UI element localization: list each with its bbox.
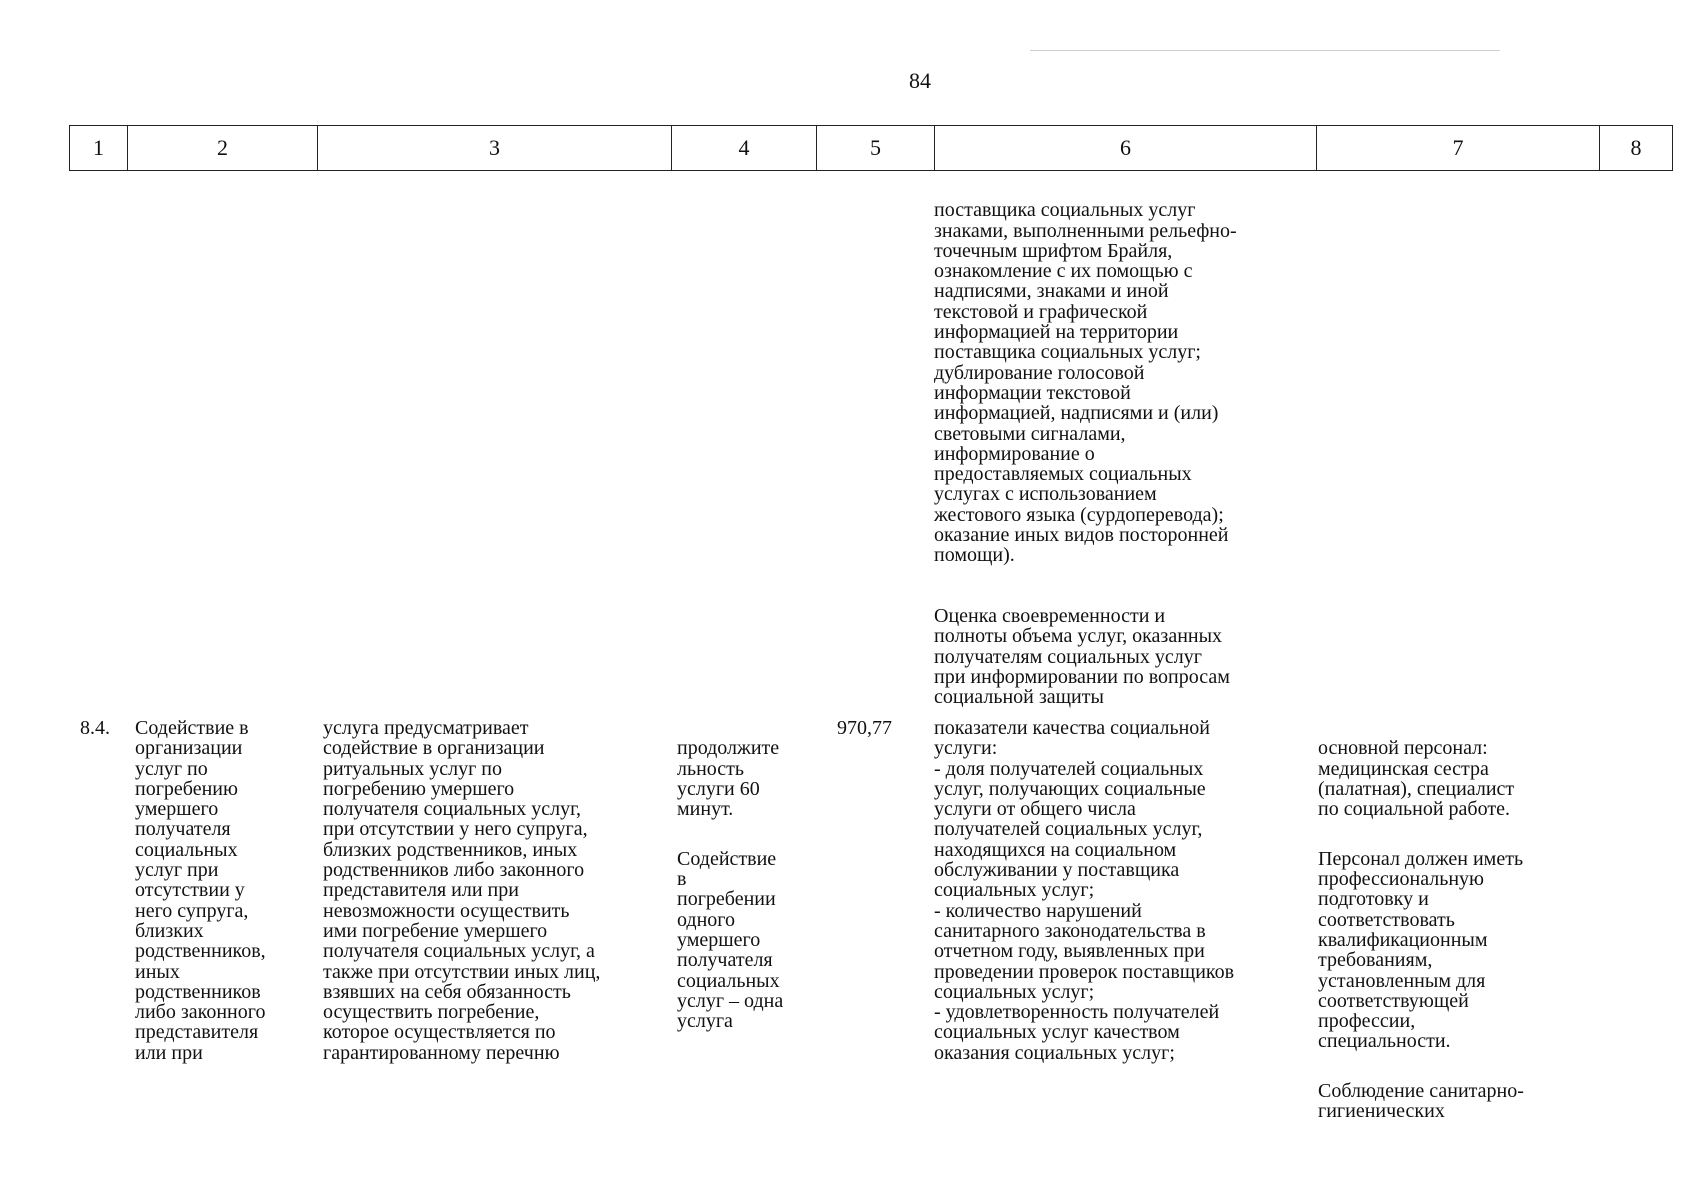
norm-paragraph: продолжите льность услуги 60 минут.	[677, 737, 780, 821]
table-header-row	[69, 125, 1673, 171]
service-description: услуга предусматривает содействие в организации ритуальных услуг по погребению умершего получателя социальных услуг, при отсутствии у него супруга, близких родственников, иных родственников либо законного представителя или при невозможности осуществить ими погребение умершего получателя социальных услуг, а также при отсутствии иных лиц, взявших на себя обязанность осуществить погребение, которое осуществляется по гарантированному перечню	[323, 717, 601, 1064]
page-number: 84	[909, 68, 931, 93]
header-col-5: 5	[817, 126, 935, 171]
continuation-paragraph: Оценка своевременности и полноты объема услуг, оказанных получателям социальных услуг при информировании по вопросам социальной защиты	[934, 604, 1230, 709]
service-conditions	[1318, 718, 1588, 1142]
scan-artifact-line	[1030, 50, 1500, 51]
continuation-col6	[934, 180, 1314, 728]
conditions-paragraph: основной персонал: медицинская сестра (палатная), специалист по социальной работе.	[1318, 737, 1515, 821]
quality-indicators: показатели качества социальной услуги: - доля получателей социальных услуг, получающих социальные услуги от общего числа получателей социальных услуг, находящихся на социальном обслуживании у поставщика социальных услуг; - количество нарушений санитарного законодательства в отчетном году, выявленных при проведении проверок поставщиков социальных услуг; - удовлетворенность получателей социальных услуг качеством оказания социальных услуг;	[934, 717, 1235, 1064]
service-norm	[677, 718, 817, 1052]
conditions-paragraph: Персонал должен иметь профессиональную подготовку и соответствовать квалификационным требованиям, установленным для соответствующей профессии, специальности.	[1318, 847, 1524, 1053]
header-col-1: 1	[70, 126, 128, 171]
service-name: Содействие в организации услуг по погребению умершего получателя социальных услуг при отсутствии у него супруга, близких родственников, иных родственников либо законного представителя или при	[135, 717, 266, 1064]
row-number: 8.4.	[80, 717, 110, 739]
header-col-2: 2	[128, 126, 318, 171]
header-col-3: 3	[318, 126, 672, 171]
continuation-paragraph: поставщика социальных услуг знаками, выполненными рельефно- точечным шрифтом Брайля, ознакомление с их помощью с надписями, знаками и иной текстовой и графической информацией на территории поставщика социальных услуг; дублирование голосовой информации текстовой информацией, надписями и (или) световыми сигналами, информирование о предоставляемых социальных услугах с использованием жестового языка (сурдоперевода); оказание иных видов посторонней помощи).	[934, 199, 1237, 567]
header-col-7: 7	[1317, 126, 1600, 171]
header-col-6: 6	[935, 126, 1317, 171]
header-col-8: 8	[1600, 126, 1673, 171]
conditions-paragraph: Соблюдение санитарно- гигиенических	[1318, 1080, 1524, 1123]
norm-paragraph: Содействие в погребении одного умершего получателя социальных услуг – одна услуга	[677, 847, 784, 1033]
service-tariff: 970,77	[837, 717, 892, 739]
header-col-4: 4	[672, 126, 817, 171]
